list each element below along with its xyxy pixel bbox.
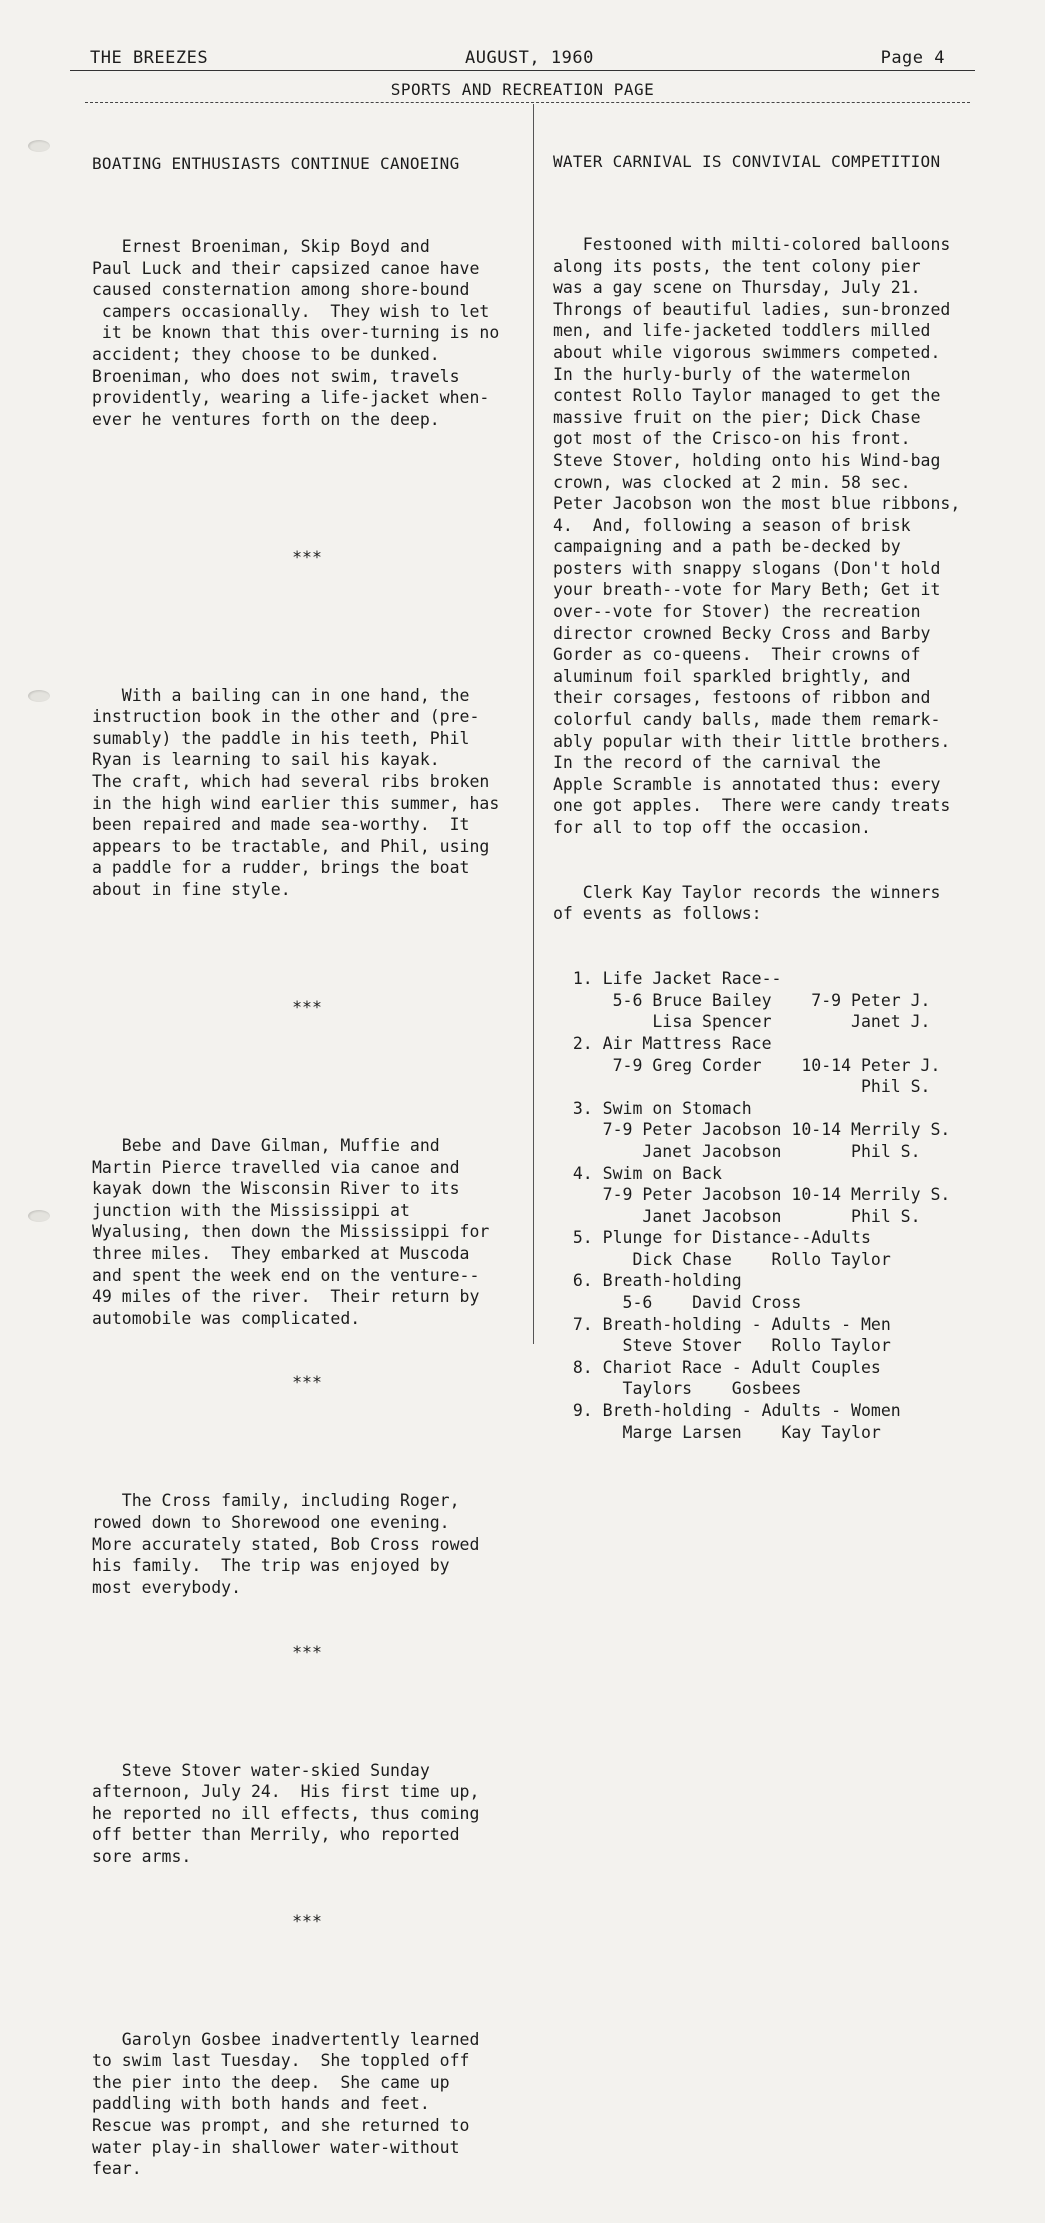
article-paragraph: With a bailing can in one hand, the instruction book in the other and (pre- sumably) the paddle in his teeth, Phil Ryan is learning to sail his kayak. The craft, which had several ribs broken in the high wind earlier this summer, has been repaired and made sea-worthy. It appears to be tractable, and Phil, using a paddle for a rudder, brings the boat about in fine style. — [92, 685, 500, 899]
page-number: Page 4 — [880, 48, 945, 68]
section-rule — [85, 102, 970, 103]
article-paragraph: Garolyn Gosbee inadvertently learned to swim last Tuesday. She toppled off the pier into the deep. She came up paddling with both hands and feet. Rescue was prompt, and she returned to water play-in shallower water-without fear. — [92, 2029, 480, 2179]
article-paragraph: Festooned with milti-colored balloons along its posts, the tent colony pier was a gay scene on Thursday, July 21. Throngs of beautiful ladies, sun-bronzed men, and life-jacketed toddlers milled about while vigorous swimmers competed. In the hurly-burly of the watermelon contest Rollo Taylor managed to get the massive fruit on the pier; Dick Chase got most of the Crisco-on his front. Steve Stover, holding onto his Wind-bag crown, was clocked at 2 min. 58 sec. Peter Jacobson won the most blue ribbons, 4. And, following a season of brisk campaigning and a path be-decked by posters with snappy slogans (Don't hold your breath--vote for Mary Beth; Get it over--vote for Stover) the recreation director crowned Becky Cross and Barby Gorder as co-queens. Their crowns of aluminum foil sparkled brightly, and their corsages, festoons of ribbon and colorful candy balls, made them remark- ably popular with their little brothers. In the record of the carnival the Apple Scramble is annotated thus: every one got apples. There were candy treats for all to top off the occasion. — [553, 234, 961, 837]
left-article-title: BOATING ENTHUSIASTS CONTINUE CANOEING — [92, 154, 460, 174]
punch-hole-mark — [28, 1210, 50, 1222]
punch-hole-mark — [28, 690, 50, 702]
page-header — [70, 44, 975, 72]
newsletter-name: THE BREEZES — [90, 48, 209, 68]
punch-hole-mark — [28, 140, 50, 152]
section-title: SPORTS AND RECREATION PAGE — [390, 80, 655, 99]
separator-stars: *** — [292, 1642, 322, 1662]
article-paragraph: Bebe and Dave Gilman, Muffie and Martin Pierce travelled via canoe and kayak down the Wisconsin River to its junction with the Mississippi at Wyalusing, then down the Mississippi for three miles. They embarked at Muscoda and spent the week end on the venture-- 49 miles of the river. Their return by automobile was complicated. — [92, 1135, 490, 1328]
right-article-title: WATER CARNIVAL IS CONVIVIAL COMPETITION — [553, 152, 941, 172]
event-results-list: 1. Life Jacket Race-- 5-6 Bruce Bailey 7-9 Peter J. Lisa Spencer Janet J. 2. Air Mattress Race 7-9 Greg Corder 10-14 Peter J. Phil S. 3. Swim on Stomach 7-9 Peter Jacobson 10-14 Merrily S. Janet Jacobson Phil S. 4. Swim on Back 7-9 Peter Jacobson 10-14 Merrily S. Janet Jacobson Phil S. 5. Plunge for Distance--Adults Dick Chase Rollo Taylor 6. Breath-holding 5-6 David Cross 7. Breath-holding - Adults - Men Steve Stover Rollo Taylor 8. Chariot Race - Adult Couples Taylors Gosbees 9. Breth-holding - Adults - Women Marge Larsen Kay Taylor — [572, 969, 951, 1442]
issue-date: AUGUST, 1960 — [465, 48, 594, 68]
article-paragraph: Ernest Broeniman, Skip Boyd and Paul Luck and their capsized canoe have caused consternation among shore-bound campers occasionally. They wish to let it be known that this over-turning is no accident; they choose to be dunked. Broeniman, who does not swim, travels providently, wearing a life-jacket when- ever he ventures forth on the deep. — [92, 236, 500, 429]
separator-stars: *** — [292, 547, 322, 567]
article-paragraph: Steve Stover water-skied Sunday afternoon, July 24. His first time up, he reported no ill effects, thus coming off better than Merrily, who reported sore arms. — [92, 1760, 480, 1866]
separator-stars: *** — [292, 1911, 322, 1931]
column-divider — [533, 104, 534, 1344]
separator-stars: *** — [292, 1373, 322, 1393]
article-paragraph: Clerk Kay Taylor records the winners of events as follows: — [553, 882, 941, 924]
header-rule — [70, 70, 975, 71]
article-paragraph: The Cross family, including Roger, rowed down to Shorewood one evening. More accurately stated, Bob Cross rowed his family. The trip was enjoyed by most everybody. — [92, 1491, 480, 1597]
separator-stars: *** — [292, 997, 322, 1017]
right-column — [553, 108, 983, 1486]
left-column — [92, 110, 522, 2223]
